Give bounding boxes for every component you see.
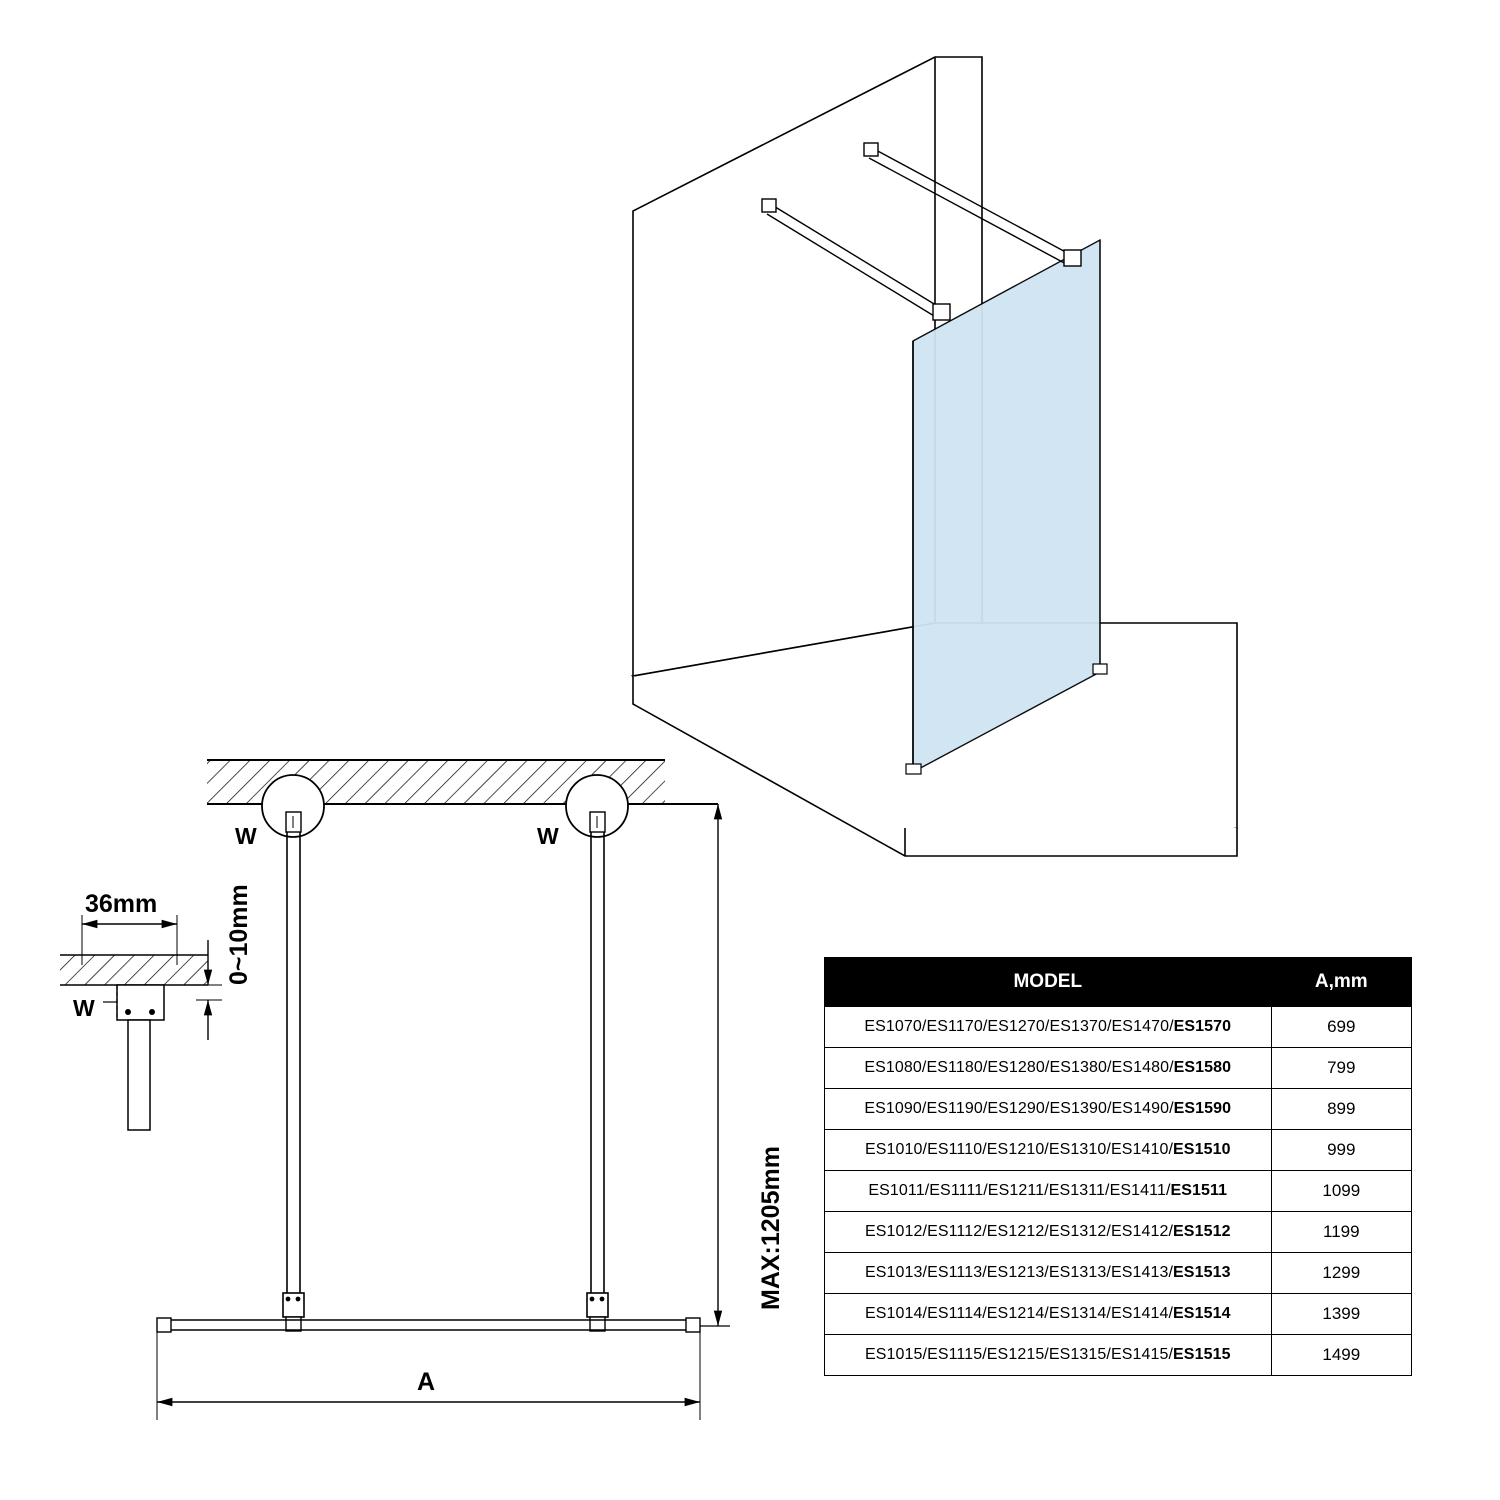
cell-model: ES1015/ES1115/ES1215/ES1315/ES1415/ES1515 xyxy=(825,1335,1272,1376)
column-header-model: MODEL xyxy=(825,958,1272,1007)
cell-a-mm: 899 xyxy=(1271,1089,1411,1130)
label-width-a: A xyxy=(417,1368,436,1396)
cell-a-mm: 1499 xyxy=(1271,1335,1411,1376)
cell-a-mm: 1199 xyxy=(1271,1212,1411,1253)
cell-model: ES1014/ES1114/ES1214/ES1314/ES1414/ES1514 xyxy=(825,1294,1272,1335)
table-header-row xyxy=(825,958,1412,1007)
detail-view xyxy=(60,915,222,1130)
cell-model: ES1090/ES1190/ES1290/ES1390/ES1490/ES1590 xyxy=(825,1089,1272,1130)
model-spec-table xyxy=(824,957,1412,1376)
cell-model: ES1010/ES1110/ES1210/ES1310/ES1410/ES1510 xyxy=(825,1130,1272,1171)
cell-a-mm: 699 xyxy=(1271,1007,1411,1048)
label-w-bracket-2: W xyxy=(537,823,559,849)
table-row xyxy=(825,1253,1412,1294)
cell-a-mm: 1099 xyxy=(1271,1171,1411,1212)
table-row xyxy=(825,1294,1412,1335)
table-row xyxy=(825,1130,1412,1171)
table-row xyxy=(825,1212,1412,1253)
cell-a-mm: 799 xyxy=(1271,1048,1411,1089)
label-max-height: MAX:1205mm xyxy=(757,1146,785,1310)
table-row xyxy=(825,1335,1412,1376)
label-width-36mm: 36mm xyxy=(85,890,158,918)
label-w-detail: W xyxy=(73,995,95,1021)
column-header-a-mm: A,mm xyxy=(1271,958,1411,1007)
table-row xyxy=(825,1048,1412,1089)
table-row xyxy=(825,1007,1412,1048)
cell-model: ES1070/ES1170/ES1270/ES1370/ES1470/ES1570 xyxy=(825,1007,1272,1048)
plan-view xyxy=(157,760,730,1420)
label-w-bracket-1: W xyxy=(235,823,257,849)
cell-a-mm: 1399 xyxy=(1271,1294,1411,1335)
cell-a-mm: 999 xyxy=(1271,1130,1411,1171)
label-gap-0-10mm: 0~10mm xyxy=(225,884,253,985)
cell-model: ES1080/ES1180/ES1280/ES1380/ES1480/ES1580 xyxy=(825,1048,1272,1089)
table-row xyxy=(825,1089,1412,1130)
cell-a-mm: 1299 xyxy=(1271,1253,1411,1294)
isometric-view xyxy=(633,57,1237,856)
table-row xyxy=(825,1171,1412,1212)
cell-model: ES1011/ES1111/ES1211/ES1311/ES1411/ES1511 xyxy=(825,1171,1272,1212)
cell-model: ES1013/ES1113/ES1213/ES1313/ES1413/ES1513 xyxy=(825,1253,1272,1294)
cell-model: ES1012/ES1112/ES1212/ES1312/ES1412/ES1512 xyxy=(825,1212,1272,1253)
